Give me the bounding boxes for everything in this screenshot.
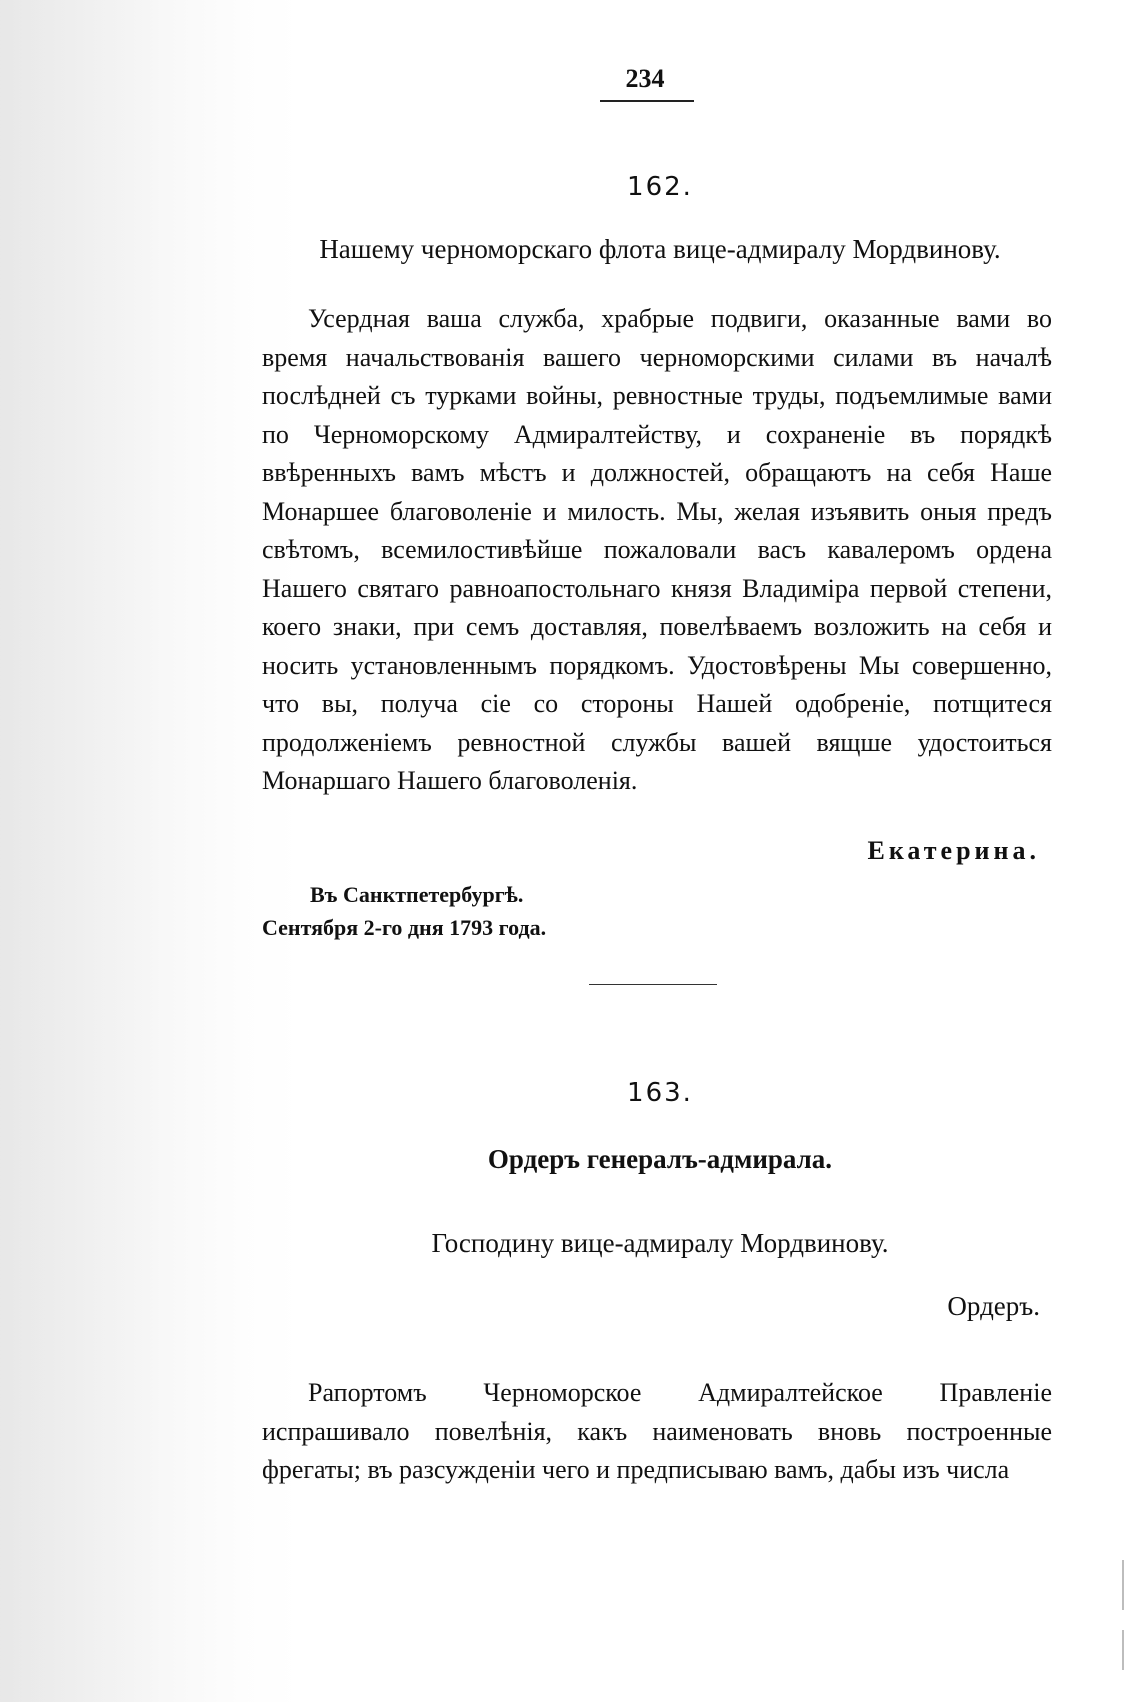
addressee-heading-163: Господину вице-адмиралу Мордвинову. [431, 1228, 889, 1258]
gutter-shadow [0, 0, 160, 1702]
body-paragraph-162: Усердная ваша служба, храбрые подвиги, оказанные вами во время начальствованія вашего черноморскими силами въ началѣ послѣдней съ турками войны, ревностные труды, подъемлимые вами по Черноморскому Адмиралтейству, и сохраненіе въ порядкѣ ввѣренныхъ вамъ мѣстъ и должностей, обращаютъ на себя Наше Монаршее благоволеніе и милость. Мы, желая изъявить оныя предъ свѣтомъ, всемилостивѣйше пожаловали васъ кавалеромъ ордена Нашего святаго равноапостольнаго князя Владиміра первой степени, коего знаки, при семъ доставляя, повелѣваемъ возложить на себя и носить установленнымъ порядкомъ. Удостовѣрены Мы совершенно, что вы, получа сіе со стороны Нашей одобреніе, потщитеся продолженіемъ ревностной службы вашей вящше удостоиться Монаршаго Нашего благоволенія. [262, 304, 1052, 795]
scan-edge-mark [1122, 1560, 1124, 1610]
page-number-underline [600, 100, 694, 102]
document-number-162: 162. [627, 172, 693, 202]
date-line: Сентября 2-го дня 1793 года. [262, 915, 547, 940]
section-separator [589, 984, 717, 985]
document-number-163: 163. [627, 1078, 693, 1108]
signature: Екатерина. [867, 836, 1040, 865]
addressee-heading-162: Нашему черноморскаго флота вице-адмиралу Мордвинову. [319, 234, 1001, 264]
body-paragraph-163: Рапортомъ Черноморское Адмиралтейское Правленіе испрашивало повелѣнія, какъ наименовать вновь построенные фрегаты; въ разсужденіи чего и предписываю вамъ, дабы изъ числа [262, 1378, 1052, 1484]
page-number: 234 [625, 64, 665, 93]
order-label: Ордеръ. [947, 1291, 1040, 1321]
scan-edge-mark [1122, 1630, 1124, 1670]
order-title: Ордеръ генералъ-адмирала. [487, 1144, 833, 1174]
place-line: Въ Санктпетербургѣ. [310, 882, 524, 907]
place-date-block [262, 878, 546, 944]
